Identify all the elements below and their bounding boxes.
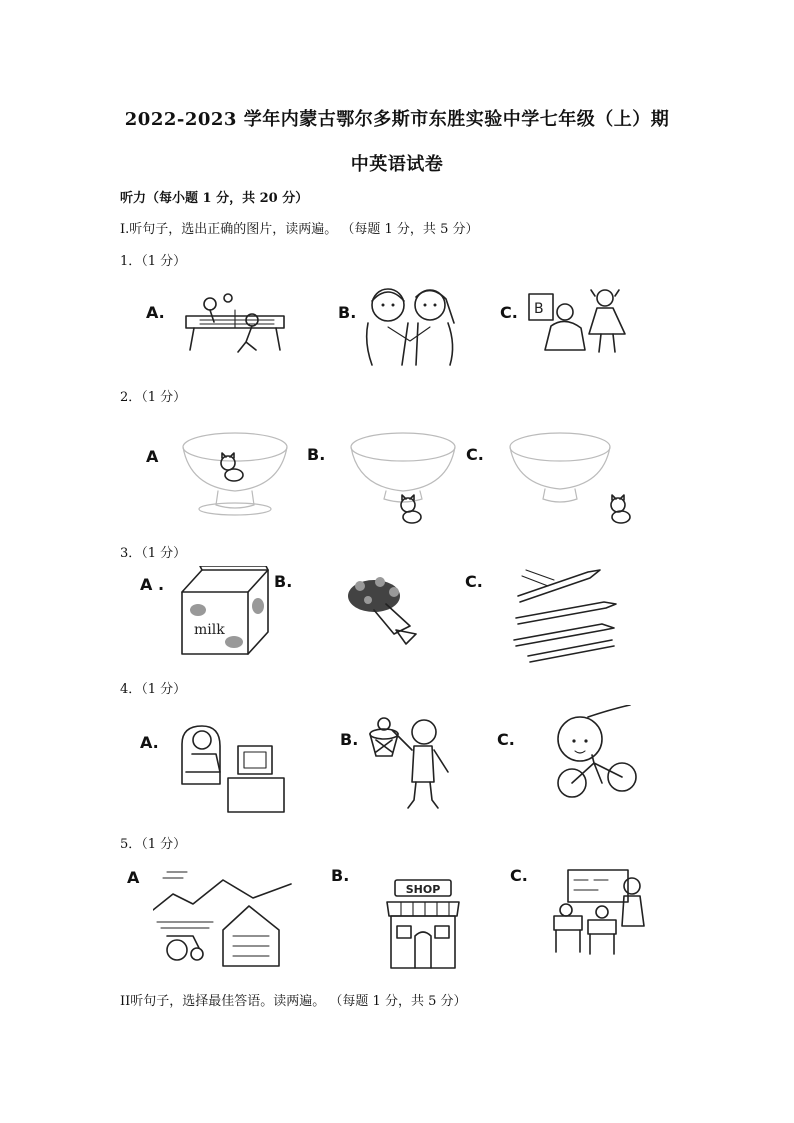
section-heading-listening: 听力（每小题 1 分，共 20 分）	[120, 191, 309, 206]
q3-option-a-letter: A .	[140, 575, 165, 594]
q1-option-c-letter: C.	[500, 303, 518, 322]
q5-farm-picture	[153, 870, 293, 970]
question-3-label: 3．（1 分）	[120, 546, 187, 561]
q1-option-b-letter: B.	[338, 303, 357, 322]
q1-ping-pong-picture	[180, 290, 290, 360]
q5-option-a-letter: A	[127, 868, 140, 887]
document-title-line-2: 中英语试卷	[350, 154, 444, 175]
q2-cat-in-bowl-picture	[170, 425, 300, 520]
q4-cycling-picture	[548, 705, 644, 803]
q2-option-c-letter: C.	[466, 445, 484, 464]
q4-option-a-letter: A.	[140, 733, 159, 752]
q1-option-a-letter: A.	[146, 303, 165, 322]
q2-cat-beside-bowl-picture	[505, 425, 635, 525]
q3-flowers-picture	[340, 572, 430, 648]
q3-option-b-letter: B.	[274, 572, 293, 591]
q3-milk-carton-picture	[176, 566, 276, 658]
question-4-label: 4．（1 分）	[120, 682, 187, 697]
q4-basketball-picture	[368, 716, 468, 812]
q2-option-a-letter: A	[146, 447, 159, 466]
part-1-instruction: Ⅰ.听句子，选出正确的图片，读两遍。 （每题 1 分，共 5 分）	[120, 222, 479, 237]
q4-option-b-letter: B.	[340, 730, 359, 749]
q5-option-c-letter: C.	[510, 866, 528, 885]
part-2-instruction: II听句子，选择最佳答语。读两遍。 （每题 1 分，共 5 分）	[120, 994, 467, 1009]
q2-option-b-letter: B.	[307, 445, 326, 464]
q4-watching-tv-picture	[176, 720, 286, 816]
q1-two-girls-picture	[358, 283, 468, 368]
q4-option-c-letter: C.	[497, 730, 515, 749]
question-2-label: 2．（1 分）	[120, 390, 187, 405]
document-title-line-1: 2022-2023 学年内蒙古鄂尔多斯市东胜实验中学七年级（上）期	[124, 109, 670, 130]
q5-option-b-letter: B.	[331, 866, 350, 885]
q1-blackboard-letter: B	[534, 301, 544, 317]
q5-shop-sign-text: SHOP	[405, 883, 441, 896]
q3-milk-carton-text: milk	[194, 622, 225, 638]
q2-cat-under-bowl-picture	[338, 425, 468, 525]
q1-classroom-picture	[525, 286, 635, 361]
q3-option-c-letter: C.	[465, 572, 483, 591]
question-1-label: 1．（1 分）	[120, 254, 187, 269]
question-5-label: 5．（1 分）	[120, 837, 187, 852]
q5-classroom-picture	[548, 866, 648, 958]
q5-shop-picture	[383, 876, 463, 972]
q3-pencils-picture	[508, 566, 620, 664]
